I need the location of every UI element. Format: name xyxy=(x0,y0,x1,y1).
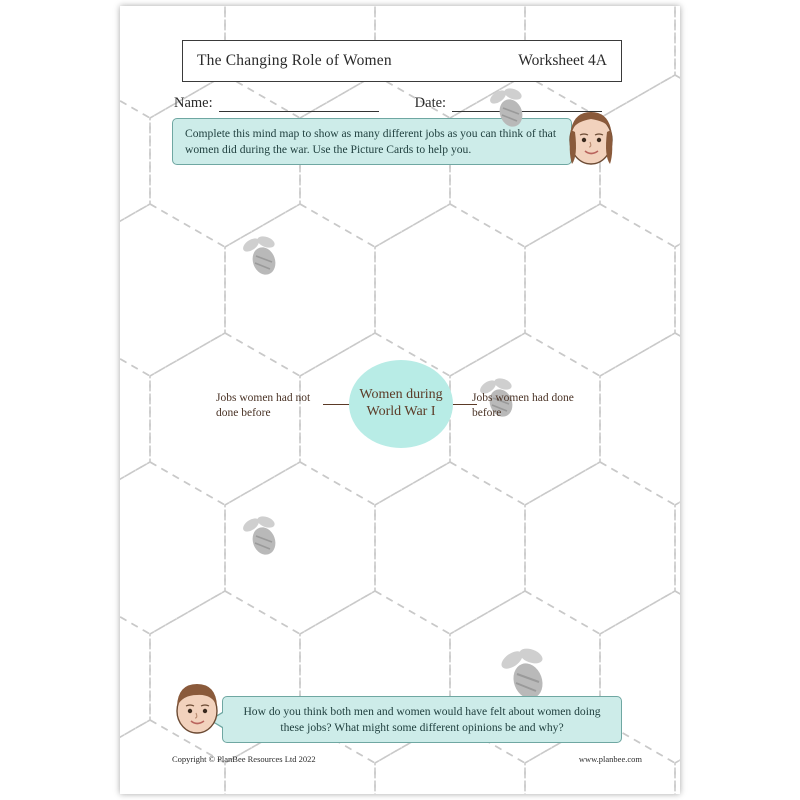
website-text: www.planbee.com xyxy=(578,754,642,764)
bee-icon-left-lower xyxy=(238,514,284,558)
name-label: Name: xyxy=(174,95,213,111)
page-title: The Changing Role of Women xyxy=(197,52,392,69)
branch-connector-left xyxy=(323,404,351,405)
date-label: Date: xyxy=(414,95,447,111)
name-field[interactable] xyxy=(174,95,379,112)
bee-icon-left-upper xyxy=(238,234,284,278)
worksheet-code: Worksheet 4A xyxy=(518,52,607,69)
copyright-text: Copyright © PlanBee Resources Ltd 2022 xyxy=(172,754,316,764)
worksheet-page xyxy=(120,6,680,794)
worksheet-title-box xyxy=(182,40,622,82)
mindmap-center-node: Women during World War I xyxy=(349,360,453,448)
branch-label-right: Jobs women had done before xyxy=(472,392,574,419)
branch-label-left: Jobs women had not done before xyxy=(216,392,311,419)
bee-icon-upper-right xyxy=(485,86,531,130)
question-speech-bubble: How do you think both men and women would have felt about women doing these jobs? What might some different opinions be and why? xyxy=(222,696,622,743)
name-input-rule[interactable] xyxy=(219,97,379,112)
girl-character-icon xyxy=(560,106,622,168)
instruction-speech-bubble: Complete this mind map to show as many different jobs as you can think of that women did during the war. Use the Picture Cards to help you. xyxy=(172,118,572,165)
boy-character-icon xyxy=(168,678,226,736)
